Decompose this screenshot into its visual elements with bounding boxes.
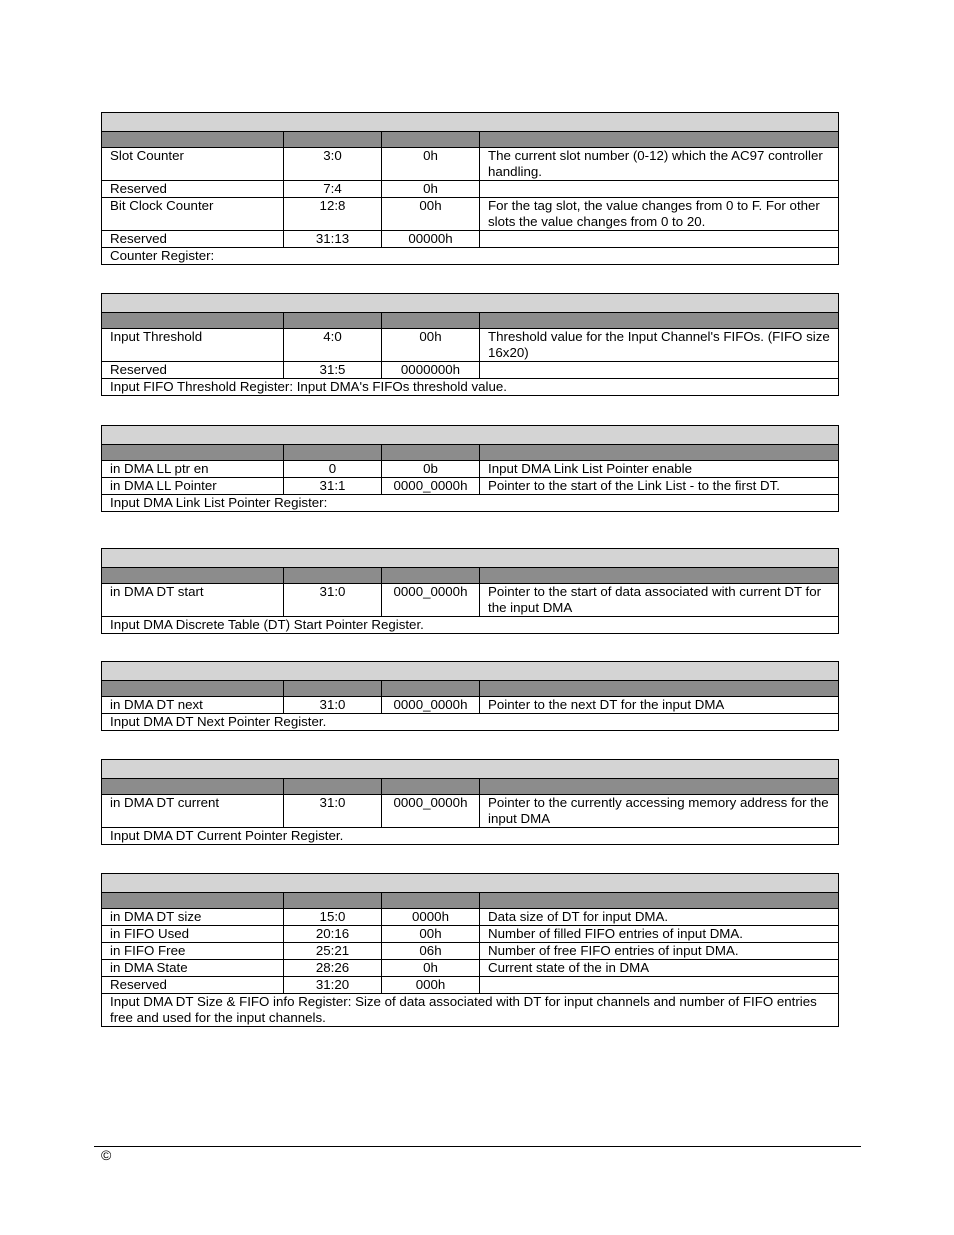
field-bits: 12:8 [284,198,382,231]
field-row [102,362,839,379]
field-name: Bit Clock Counter [102,198,284,231]
field-description: Number of free FIFO entries of input DMA. [480,943,839,960]
register-note: Counter Register: [102,248,839,265]
field-row [102,461,839,478]
header-cell [480,779,839,795]
field-reset: 000h [382,977,480,994]
header-cell [102,568,284,584]
header-cell [382,681,480,697]
header-cell [382,313,480,329]
field-bits: 15:0 [284,909,382,926]
register-title-row [102,662,839,681]
header-cell [480,313,839,329]
register-table [101,873,839,1027]
field-reset: 0000_0000h [382,478,480,495]
field-reset: 0000_0000h [382,584,480,617]
register-header-row [102,893,839,909]
field-reset: 06h [382,943,480,960]
register-header-row [102,681,839,697]
register-table [101,759,839,845]
register-table [101,661,839,731]
field-description [480,181,839,198]
field-bits: 25:21 [284,943,382,960]
header-cell [480,132,839,148]
field-bits: 28:26 [284,960,382,977]
header-cell [284,779,382,795]
field-bits: 31:1 [284,478,382,495]
register-note-row [102,714,839,731]
field-reset: 0000_0000h [382,697,480,714]
field-name: Slot Counter [102,148,284,181]
field-row [102,198,839,231]
header-cell [382,132,480,148]
field-reset: 0000_0000h [382,795,480,828]
header-cell [284,445,382,461]
field-reset: 0000h [382,909,480,926]
field-row [102,926,839,943]
field-name: Reserved [102,362,284,379]
register-title-row [102,760,839,779]
field-description: Current state of the in DMA [480,960,839,977]
field-reset: 0h [382,181,480,198]
field-bits: 31:0 [284,584,382,617]
header-cell [382,445,480,461]
field-name: Reserved [102,231,284,248]
field-name: Reserved [102,977,284,994]
field-description: Threshold value for the Input Channel's FIFOs. (FIFO size 16x20) [480,329,839,362]
field-reset: 0h [382,960,480,977]
field-name: Input Threshold [102,329,284,362]
field-reset: 0h [382,148,480,181]
register-note: Input FIFO Threshold Register: Input DMA's FIFOs threshold value. [102,379,839,396]
register-note: Input DMA Link List Pointer Register: [102,495,839,512]
field-name: in DMA DT current [102,795,284,828]
header-cell [480,445,839,461]
register-title-cell [102,549,839,568]
header-cell [382,779,480,795]
register-title-row [102,426,839,445]
field-name: Reserved [102,181,284,198]
register-note-row [102,379,839,396]
field-description [480,231,839,248]
field-row [102,329,839,362]
field-row [102,909,839,926]
field-row [102,960,839,977]
register-header-row [102,313,839,329]
field-description: Number of filled FIFO entries of input DMA. [480,926,839,943]
field-bits: 7:4 [284,181,382,198]
header-cell [102,893,284,909]
footer-rule [94,1146,861,1147]
register-note: Input DMA DT Size & FIFO info Register: Size of data associated with DT for input channels and number of FIFO entries free and used for the input channels. [102,994,839,1027]
header-cell [284,132,382,148]
register-title-cell [102,294,839,313]
header-cell [284,893,382,909]
field-description: Pointer to the start of the Link List - to the first DT. [480,478,839,495]
register-title-row [102,113,839,132]
register-title-row [102,874,839,893]
field-description: Data size of DT for input DMA. [480,909,839,926]
field-description [480,362,839,379]
header-cell [284,681,382,697]
header-cell [382,893,480,909]
field-description: Pointer to the next DT for the input DMA [480,697,839,714]
register-title-row [102,549,839,568]
field-description [480,977,839,994]
field-description: For the tag slot, the value changes from 0 to F. For other slots the value changes from 0 to 20. [480,198,839,231]
header-cell [284,568,382,584]
header-cell [480,681,839,697]
register-header-row [102,779,839,795]
field-bits: 31:5 [284,362,382,379]
register-title-cell [102,760,839,779]
header-cell [382,568,480,584]
header-cell [284,313,382,329]
field-name: in DMA DT size [102,909,284,926]
header-cell [102,445,284,461]
header-cell [480,568,839,584]
field-reset: 00000h [382,231,480,248]
register-note: Input DMA DT Current Pointer Register. [102,828,839,845]
header-cell [102,779,284,795]
register-table [101,293,839,396]
register-header-row [102,445,839,461]
header-cell [102,132,284,148]
register-table [101,112,839,265]
register-title-cell [102,874,839,893]
header-cell [480,893,839,909]
field-bits: 20:16 [284,926,382,943]
field-bits: 4:0 [284,329,382,362]
field-bits: 3:0 [284,148,382,181]
field-reset: 00h [382,926,480,943]
register-note-row [102,828,839,845]
field-row [102,231,839,248]
field-name: in FIFO Used [102,926,284,943]
field-row [102,181,839,198]
field-reset: 0000000h [382,362,480,379]
field-row [102,977,839,994]
register-title-row [102,294,839,313]
field-bits: 31:0 [284,697,382,714]
field-description: The current slot number (0-12) which the AC97 controller handling. [480,148,839,181]
register-header-row [102,568,839,584]
register-title-cell [102,426,839,445]
field-name: in DMA DT start [102,584,284,617]
register-note: Input DMA DT Next Pointer Register. [102,714,839,731]
field-row [102,943,839,960]
register-note: Input DMA Discrete Table (DT) Start Pointer Register. [102,617,839,634]
register-title-cell [102,662,839,681]
register-header-row [102,132,839,148]
field-name: in DMA DT next [102,697,284,714]
field-name: in DMA LL ptr en [102,461,284,478]
field-bits: 31:13 [284,231,382,248]
footer-copyright: © [101,1147,112,1163]
field-name: in FIFO Free [102,943,284,960]
field-bits: 0 [284,461,382,478]
register-note-row [102,248,839,265]
header-cell [102,681,284,697]
register-title-cell [102,113,839,132]
field-row [102,148,839,181]
header-cell [102,313,284,329]
field-row [102,697,839,714]
field-description: Pointer to the start of data associated with current DT for the input DMA [480,584,839,617]
field-reset: 00h [382,329,480,362]
register-note-row [102,495,839,512]
field-row [102,584,839,617]
field-name: in DMA State [102,960,284,977]
field-description: Input DMA Link List Pointer enable [480,461,839,478]
register-note-row [102,994,839,1027]
field-row [102,795,839,828]
register-table [101,548,839,634]
field-description: Pointer to the currently accessing memory address for the input DMA [480,795,839,828]
register-table [101,425,839,512]
field-bits: 31:20 [284,977,382,994]
field-row [102,478,839,495]
field-bits: 31:0 [284,795,382,828]
field-reset: 00h [382,198,480,231]
register-note-row [102,617,839,634]
field-reset: 0b [382,461,480,478]
field-name: in DMA LL Pointer [102,478,284,495]
